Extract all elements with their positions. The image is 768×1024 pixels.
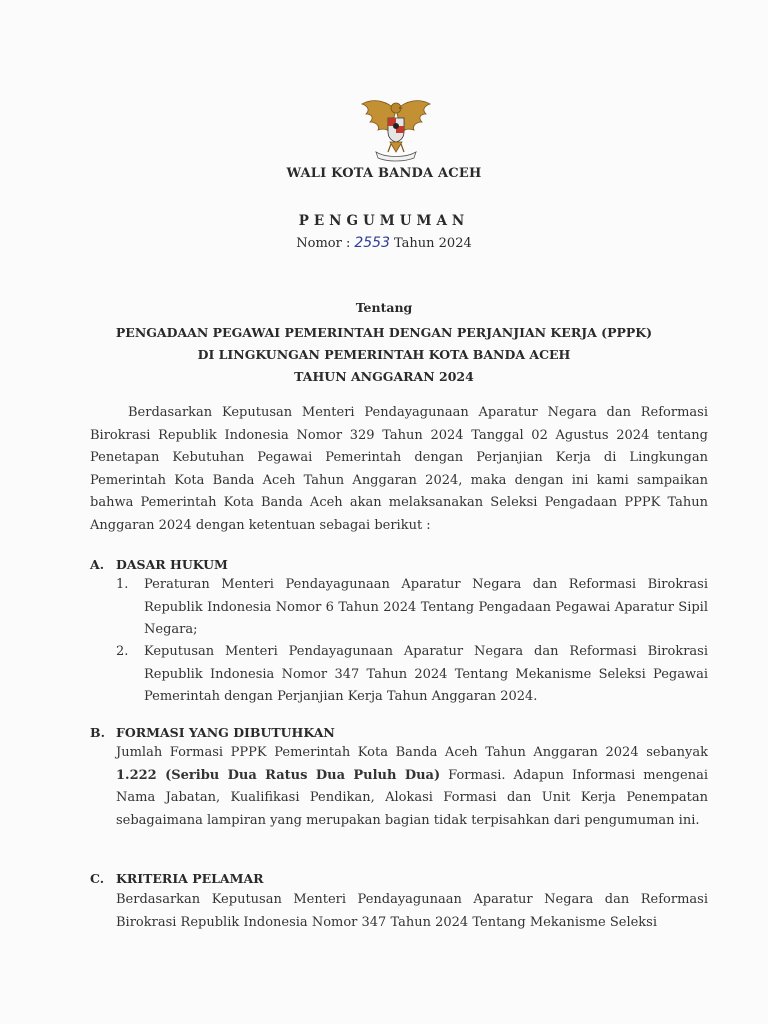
nomor-label: Nomor : <box>296 236 351 251</box>
section-c-label: C. <box>90 871 105 886</box>
tentang-label: Tentang <box>355 300 413 315</box>
subject-heading <box>0 322 768 388</box>
formation-count: 1.222 (Seribu Dua Ratus Dua Puluh Dua) <box>116 767 441 783</box>
section-b-text-before: Jumlah Formasi PPPK Pemerintah Kota Banda Aceh Tahun Anggaran 2024 sebanyak <box>116 745 708 760</box>
section-a-label: A. <box>90 557 105 572</box>
section-b-paragraph <box>116 742 708 832</box>
section-c-paragraph: Berdasarkan Keputusan Menteri Pendayagunaan Aparatur Negara dan Reformasi Birokrasi Republik Indonesia Nomor 347 Tahun 2024 Tentang Mekanisme Seleksi <box>116 892 708 930</box>
document-type-heading: PENGUMUMAN <box>298 213 470 229</box>
section-b-title: FORMASI YANG DIBUTUHKAN <box>116 725 335 740</box>
nomor-value: 2553 <box>354 235 390 251</box>
section-a-heading <box>90 557 228 572</box>
section-c-heading <box>90 871 264 886</box>
document-number-line <box>0 235 768 251</box>
subject-line-2: DI LINGKUNGAN PEMERINTAH KOTA BANDA ACEH <box>197 347 571 362</box>
list-item <box>116 641 708 709</box>
list-item-number: 1. <box>116 577 129 592</box>
section-c-title: KRITERIA PELAMAR <box>116 871 264 886</box>
tahun-label: Tahun 2024 <box>393 236 472 251</box>
list-item-number: 2. <box>116 644 129 659</box>
issuer-title: WALI KOTA BANDA ACEH <box>286 166 482 181</box>
list-item <box>116 574 708 642</box>
subject-line-3: TAHUN ANGGARAN 2024 <box>294 369 474 384</box>
list-item-text: Keputusan Menteri Pendayagunaan Aparatur Negara dan Reformasi Birokrasi Republik Indonesia Nomor 347 Tahun 2024 Tentang Mekanisme Seleksi Pegawai Pemerintah dengan Perjanjian Kerja Tahun Anggaran 2024. <box>144 644 708 704</box>
section-b-label: B. <box>90 725 105 740</box>
garuda-emblem-icon <box>358 96 434 162</box>
section-b-text-after: Formasi. Adapun Informasi mengenai Nama Jabatan, Kualifikasi Pendikan, Alokasi Formasi dan Unit Kerja Penempatan sebagaimana lampiran yang merupakan bagian tidak terpisahkan dari pengumuman ini. <box>116 767 708 828</box>
section-b-heading <box>90 725 335 740</box>
section-a-title: DASAR HUKUM <box>116 557 228 572</box>
intro-paragraph: Berdasarkan Keputusan Menteri Pendayagunaan Aparatur Negara dan Reformasi Birokrasi Republik Indonesia Nomor 329 Tahun 2024 Tanggal 02 Agustus 2024 tentang Penetapan Kebutuhan Pegawai Pemerintah dengan Perjanjian Kerja di Lingkungan Pemerintah Kota Banda Aceh Tahun Anggaran 2024, maka dengan ini kami sampaikan bahwa Pemerintah Kota Banda Aceh akan melaksanakan Seleksi Pengadaan PPPK Tahun Anggaran 2024 dengan ketentuan sebagai berikut : <box>90 405 708 533</box>
subject-line-1: PENGADAAN PEGAWAI PEMERINTAH DENGAN PERJANJIAN KERJA (PPPK) <box>115 325 653 340</box>
list-item-text: Peraturan Menteri Pendayagunaan Aparatur Negara dan Reformasi Birokrasi Republik Indonesia Nomor 6 Tahun 2024 Tentang Pengadaan Pegawai Aparatur Sipil Negara; <box>144 577 708 637</box>
